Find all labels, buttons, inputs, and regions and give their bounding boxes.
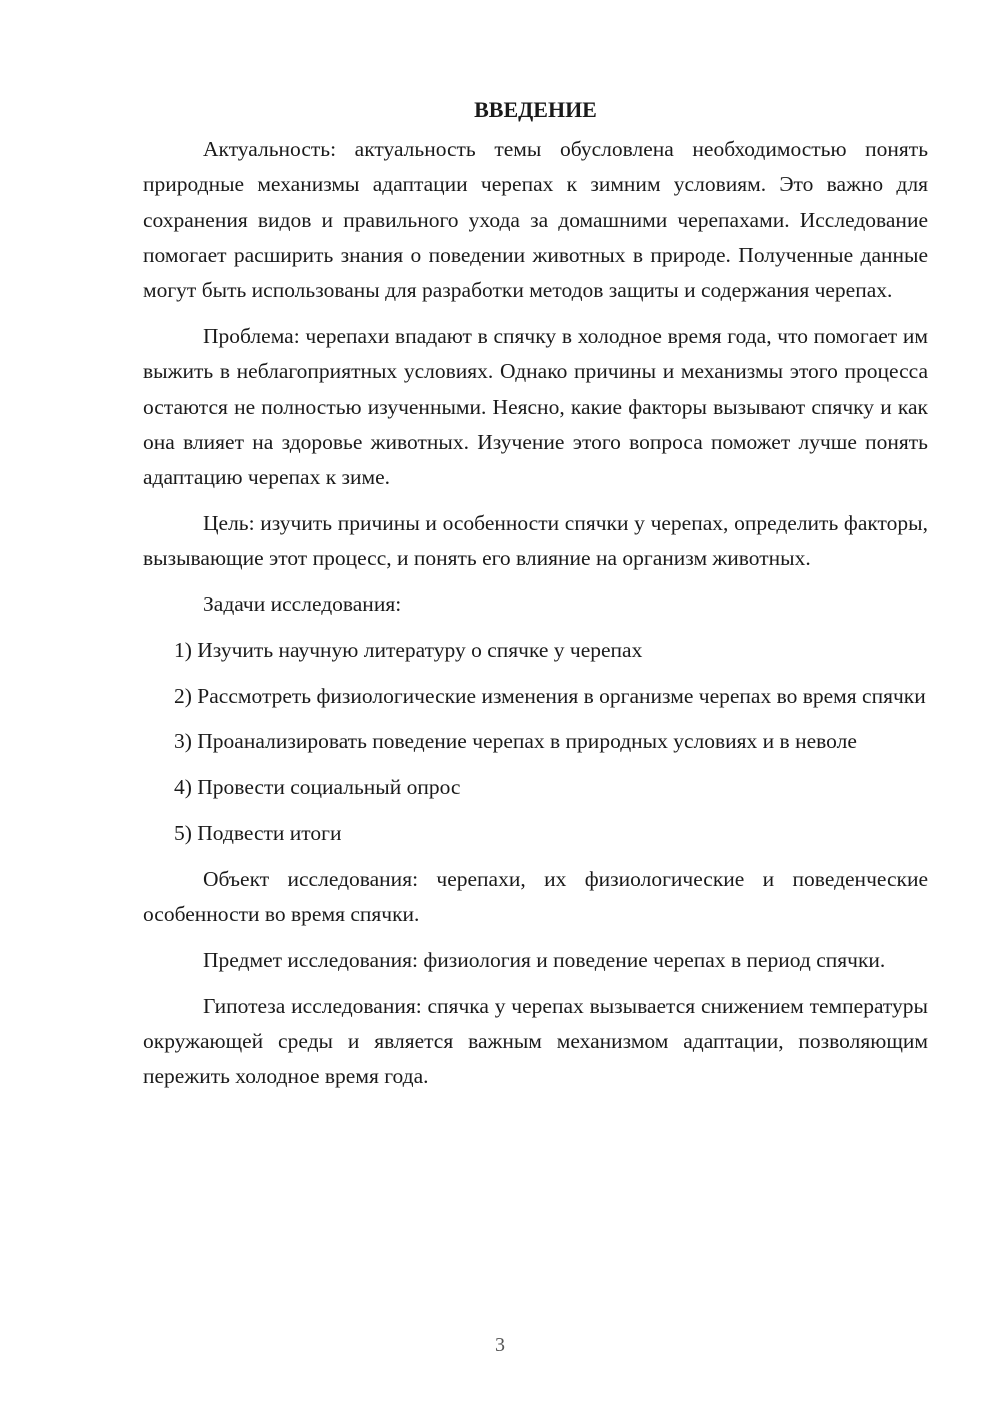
- task-item-1: 1) Изучить научную литературу о спячке у черепах: [174, 637, 643, 662]
- object-paragraph: Объект исследования: черепахи, их физиологические и поведенческие особенности во время спячки.: [143, 866, 928, 927]
- task-item-3: 3) Проанализировать поведение черепах в природных условиях и в неволе: [174, 729, 857, 754]
- subject-paragraph: Предмет исследования: физиология и поведение черепах в период спячки.: [203, 947, 886, 972]
- task-item-5: 5) Подвести итоги: [174, 821, 342, 846]
- page-number: 3: [495, 1334, 505, 1356]
- task-item-2: 2) Рассмотреть физиологические изменения в организме черепах во время спячки: [174, 683, 926, 708]
- tasks-heading: Задачи исследования:: [203, 592, 402, 617]
- task-item-4: 4) Провести социальный опрос: [174, 775, 461, 800]
- goal-paragraph: Цель: изучить причины и особенности спячки у черепах, определить факторы, вызывающие этот процесс, и понять его влияние на организм животных.: [143, 510, 928, 571]
- relevance-paragraph: Актуальность: актуальность темы обусловлена необходимостью понять природные механизмы адаптации черепах к зимним условиям. Это важно для сохранения видов и правильного ухода за домашними черепахами. Исследование помогает расширить знания о поведении животных в природе. Полученные данные могут быть использованы для разработки методов защиты и содержания черепах.: [143, 137, 928, 303]
- document-page: [143, 92, 928, 1105]
- page-title: ВВЕДЕНИЕ: [474, 97, 597, 122]
- problem-paragraph: Проблема: черепахи впадают в спячку в холодное время года, что помогает им выжить в неблагоприятных условиях. Однако причины и механизмы этого процесса остаются не полностью изученными. Неясно, какие факторы вызывают спячку и как она влияет на здоровье животных. Изучение этого вопроса поможет лучше понять адаптацию черепах к зиме.: [143, 323, 928, 490]
- hypothesis-paragraph: Гипотеза исследования: спячка у черепах вызывается снижением температуры окружающей среды и является важным механизмом адаптации, позволяющим пережить холодное время года.: [143, 993, 928, 1089]
